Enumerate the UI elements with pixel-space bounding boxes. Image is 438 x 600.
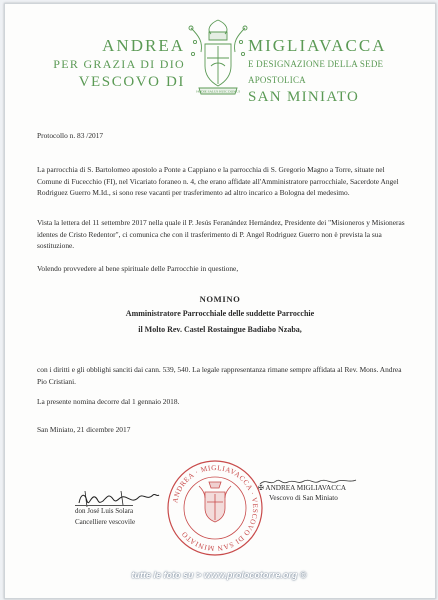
bishop-name: ✠ ANDREA MIGLIAVACCA (258, 484, 347, 492)
official-seal-icon (165, 458, 265, 558)
place-and-date: San Miniato, 21 dicembre 2017 (37, 425, 131, 434)
bishop-title: Vescovo di San Miniato (269, 494, 338, 502)
watermark-banner: tutte le foto su > www.prolocotorre.org © (131, 570, 307, 580)
nomino-heading: NOMINO (199, 294, 241, 304)
seal-text: ANDREA · MIGLIAVACCA · VESCOVO DI SAN MINIATO (171, 463, 260, 553)
appointee-name: il Molto Rev. Castel Rostaingue Badiabo Nzaba, (138, 325, 302, 334)
paragraph-letter: Vista la lettera del 11 settembre 2017 nella quale il P. Jesús Feranández Hernández, Presidente dei "Misioneros y Misioneras identes de Cristo Redentor", ci comunica che con il trasferimento di P. Angel Rodriguez Guerro non è prevista la sua sostituzione. (37, 218, 405, 251)
protocol-number: Protocollo n. 83 /2017 (37, 131, 104, 140)
letterhead-designation: E DESIGNAZIONE DELLA SEDE APOSTOLICA (248, 59, 384, 85)
chancellor-name: don José Luis Solara (75, 507, 134, 515)
letterhead-first-name: ANDREA (102, 36, 185, 55)
paragraph-vacancy: La parrocchia di S. Bartolomeo apostolo a Ponte a Cappiano e la parrocchia di S. Gregorio Magno a Torre, situate nel Comune di Fucecchio (FI), nel Vicariato foraneo n. 4, che erano affidate all'Amministratore parrocchiale, Sacerdote Angel Rodriguez Guerro M.Id., si sono rese vacanti per trasferimento ad altro incarico a Bologna del medesimo. (37, 165, 399, 198)
chancellor-title: Cancelliere vescovile (75, 518, 136, 526)
appointment-role: Amministratore Parrocchiale delle suddette Parrocchie (125, 309, 315, 318)
paragraph-effective-date: La presente nomina decorre dal 1 gennaio 2018. (37, 397, 180, 406)
crest-motto: HODIE SALUS HUIC DOMUI (196, 89, 240, 94)
letterhead-right (248, 36, 418, 107)
episcopal-crest-icon (185, 18, 251, 104)
document-page (4, 3, 436, 599)
letterhead-surname: MIGLIAVACCA (248, 36, 387, 55)
paragraph-rights: con i diritti e gli obblighi sanciti dai cann. 539, 540. La legale rappresentanza rimane sempre affidata al Rev. Mons. Andrea Pio Cristiani. (37, 365, 402, 386)
letterhead-bishop-of: VESCOVO DI (78, 74, 185, 90)
paragraph-intent: Volendo provvedere al bene spirituale delle Parrocchie in questione, (37, 264, 239, 273)
letterhead-left (27, 36, 185, 92)
letterhead-grace: PER GRAZIA DI DIO (53, 57, 185, 71)
letterhead-diocese: SAN MINIATO (248, 89, 360, 105)
